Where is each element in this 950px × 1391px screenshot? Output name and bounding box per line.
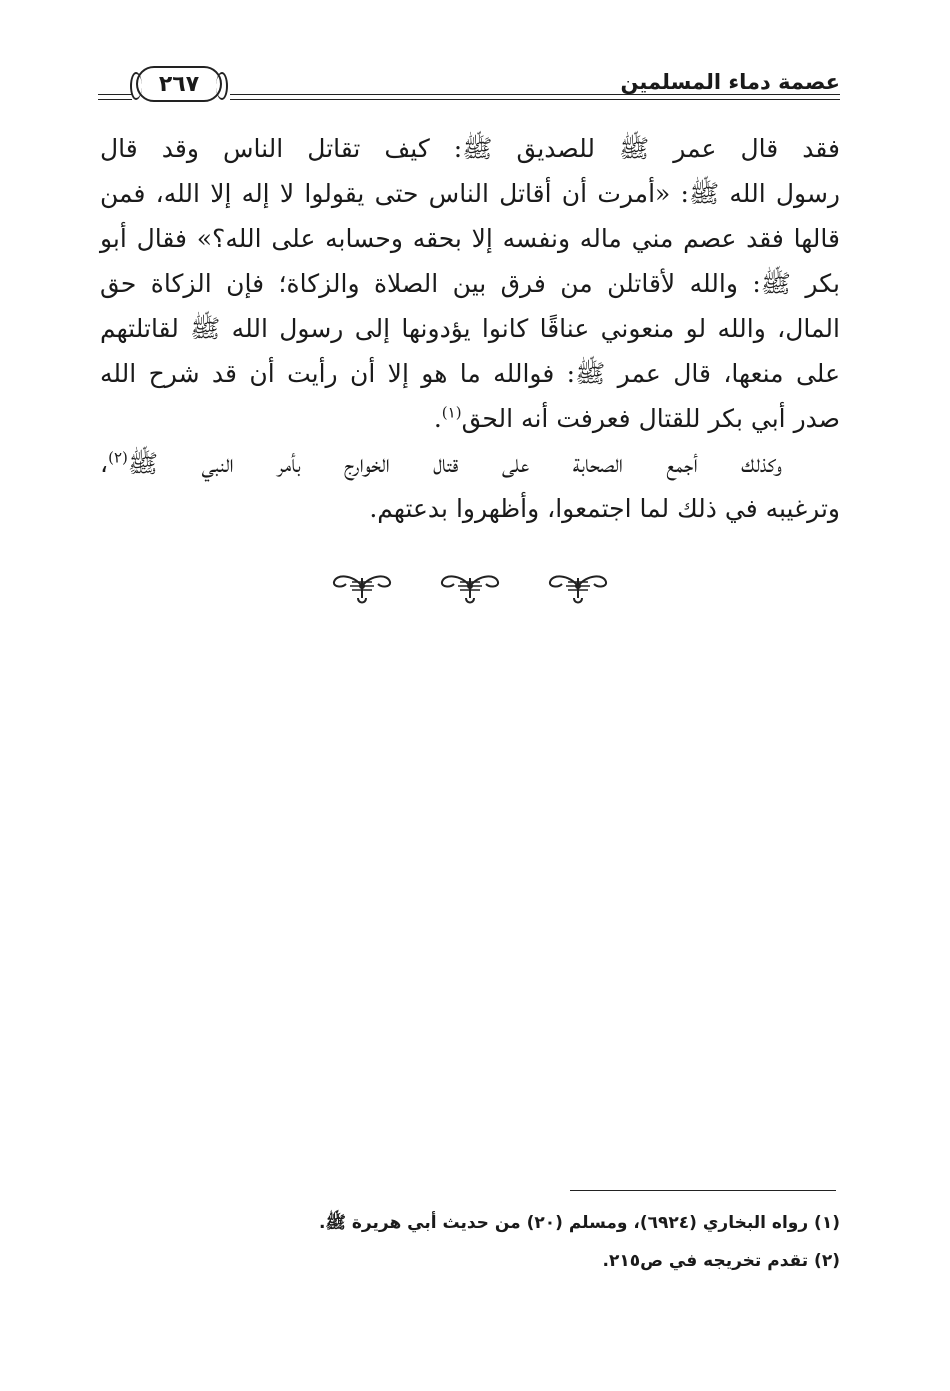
text-line: على منعها، قال عمر ﷺ: فوالله ما هو إلا أن رأيت أن قد شرح الله: [100, 359, 840, 388]
footnote-1: (١) رواه البخاري (٦٩٢٤)، ومسلم (٢٠) من حديث أبي هريرة ﷺ.: [318, 1213, 840, 1233]
text-line: رسول الله ﷺ: «أمرت أن أقاتل الناس حتى يقولوا لا إله إلا الله، فمن: [100, 179, 840, 208]
page-header: [98, 58, 840, 110]
paragraph-2: [100, 441, 840, 531]
header-rule-bottom: [230, 99, 840, 100]
text-line: [100, 441, 840, 486]
paragraph-1: [100, 126, 840, 441]
text-line: [100, 396, 840, 441]
fleuron-ornament-icon: [330, 568, 394, 608]
footnote-ref-1: (١): [441, 403, 462, 422]
footnote-separator: [570, 1190, 836, 1191]
page-number: ٢٦٧: [158, 71, 200, 97]
fleuron-ornament-icon: [546, 568, 610, 608]
header-rule-left-top: [98, 94, 132, 95]
line-end-punct: .: [433, 404, 442, 433]
text-line-content: وكذلك أجمع الصحابة على قتال الخوارج بأمر النبي ﷺ: [127, 449, 782, 478]
footnote-2: (٢) تقدم تخريجه في ص٢١٥.: [602, 1251, 840, 1271]
main-text: [100, 126, 840, 531]
section-divider: [330, 568, 610, 608]
footnote-ref-2: (٢): [108, 448, 128, 467]
header-rule-top: [230, 94, 840, 95]
text-line: بكر ﷺ: والله لأقاتلن من فرق بين الصلاة والزكاة؛ فإن الزكاة حق: [100, 269, 840, 298]
line-end-punct: ،: [100, 449, 109, 478]
page-number-badge: [136, 66, 222, 102]
footnotes: [200, 1204, 840, 1280]
text-line: وترغيبه في ذلك لما اجتمعوا، وأظهروا بدعتهم.: [369, 494, 840, 523]
text-line: المال، والله لو منعوني عناقًا كانوا يؤدونها إلى رسول الله ﷺ لقاتلتهم: [100, 314, 840, 343]
running-title: عصمة دماء المسلمين: [620, 70, 840, 94]
text-line: فقد قال عمر ﷺ للصديق ﷺ: كيف تقاتل الناس وقد قال: [100, 134, 840, 163]
text-line: قالها فقد عصم مني ماله ونفسه إلا بحقه وحسابه على الله؟» فقال أبو: [100, 224, 840, 253]
fleuron-ornament-icon: [438, 568, 502, 608]
header-rule-left-bottom: [98, 99, 132, 100]
text-line-content: صدر أبي بكر للقتال فعرفت أنه الحق: [461, 404, 840, 433]
